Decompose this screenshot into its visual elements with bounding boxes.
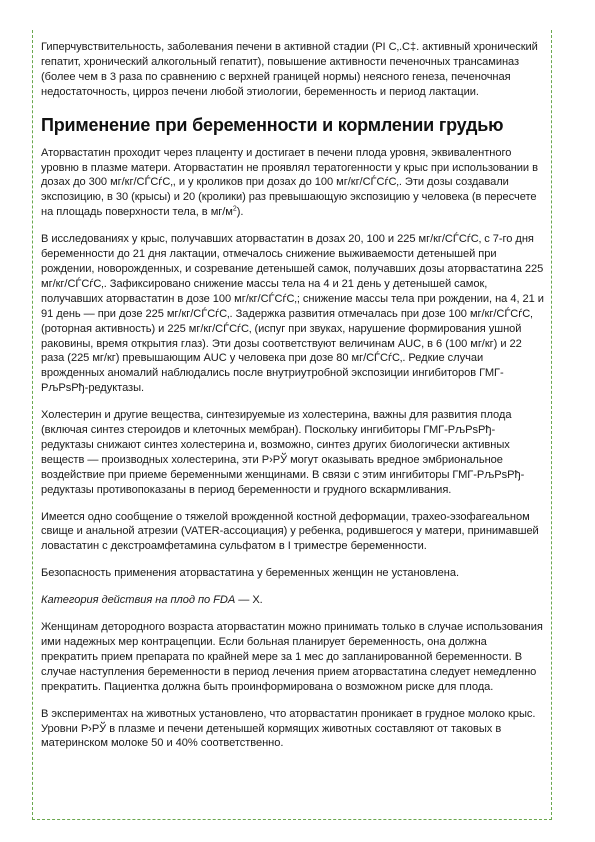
fda-category-label: Категория действия на плод по FDA xyxy=(41,594,236,607)
paragraph-lactation: В экспериментах на животных установлено, что аторвастатин проникает в грудное молоко крыс. Уровни Р›РЎ в плазме и печени детенышей кормящих животных составляют от таковых в материнском молоке 50 и 40% соответственно. xyxy=(41,707,536,750)
paragraph-contraception: Женщинам детородного возраста аторвастатин можно принимать только в случае использования ими надежных мер контрацепции. Если больная планирует беременность, она должна прекратить прием препарата по крайней мере за 1 мес до запланированной беременности. В случае наступления беременности в период лечения прием аторвастатина следует немедленно прекратить. Пациентка должна быть проинформирована о возможном риске для плода. xyxy=(41,621,543,693)
paragraph-fda-category xyxy=(41,593,545,608)
document-page xyxy=(32,30,552,820)
paragraph-rat-studies: В исследованиях у крыс, получавших аторвастатин в дозах 20, 100 и 225 мг/кг/СЃСѓС‚ с 7-го дня беременности до 21 дня лактации, отмечалось снижение выживаемости детенышей при рождении, новорожденных, и созревание детенышей самок, получавших дозы аторвастатина 225 мг/кг/СЃСѓС‚. Зафиксировано снижение массы тела на 4 и 21 день у детенышей самок, получавших аторвастатин в дозе 100 мг/кг/СЃСѓС‚; снижение массы тела при рождении, на 4, 21 и 91 день — при дозе 225 мг/кг/СЃСѓС‚. Задержка развития отмечалась при дозе 100 мг/кг/СЃСѓС‚ (роторная активность) и 225 мг/кг/СЃСѓС‚ (испуг при звуках, нарушение формирования ушной раковины, время открытия глаз). Эти дозы соответствуют величинам AUC, в 6 (100 мг/кг) и 22 раза (225 мг/кг) превышающим AUC у человека при дозе 80 мг/СЃСѓС‚. Редкие случаи врожденных аномалий наблюдались после внутриутробной экспозиции ингибиторов ГМГ-РљРѕРђ-редуктазы. xyxy=(41,233,544,395)
section-heading: Применение при беременности и кормлении грудью xyxy=(41,114,504,135)
superscript-two: 2 xyxy=(232,205,237,213)
fda-category-value: — X. xyxy=(235,594,263,607)
paragraph-cholesterol: Холестерин и другие вещества, синтезируемые из холестерина, важны для развития плода (включая синтез стероидов и клеточных мембран). Поскольку ингибиторы ГМГ-РљРѕРђ-редуктазы снижают синтез холестерина и, возможно, синтез других биологически активных веществ — производных холестерина, эти Р›РЎ могут оказывать вредное эмбриональное воздействие при приеме беременными женщинами. В связи с этим ингибиторы ГМГ-РљРѕРђ-редуктазы противопоказаны в период беременности и грудного вскармливания. xyxy=(41,409,525,496)
paragraph-placenta-end: ). xyxy=(236,206,244,219)
contraindications-paragraph: Гиперчувствительность, заболевания печени в активной стадии (РІ С‚.С‡. активный хронический гепатит, хронический алкогольный гепатит), повышение активности печеночных трансаминаз (более чем в 3 раза по сравнению с верхней границей нормы) неясного генеза, печеночная недостаточность, цирроз печени любой этиологии, беременность и период лактации. xyxy=(41,41,538,98)
paragraph-safety: Безопасность применения аторвастатина у беременных женщин не установлена. xyxy=(41,567,460,580)
paragraph-vater-report: Имеется одно сообщение о тяжелой врожденной костной деформации, трахео-эзофагеальном свище и анальной атрезии (VATER-ассоциация) у ребенка, родившегося у матери, принимавшей ловастатин с декстроамфетамина сульфатом в I триместре беременности. xyxy=(41,510,539,553)
paragraph-placenta-text: Аторвастатин проходит через плаценту и достигает в печени плода уровня, эквивалентного уровню в плазме матери. Аторвастатин не проявлял тератогенности у крыс при использовании в дозах до 300 мг/кг/СЃСѓС‚, и у кроликов при дозах до 100 мг/кг/СЃСѓС‚. Эти дозы создавали экспозицию, в 30 (крысы) и 20 (кролики) раз превышающую экспозицию у человека (в пересчете на площадь поверхности тела, в мг/м xyxy=(41,146,538,219)
paragraph-placenta xyxy=(41,146,545,221)
